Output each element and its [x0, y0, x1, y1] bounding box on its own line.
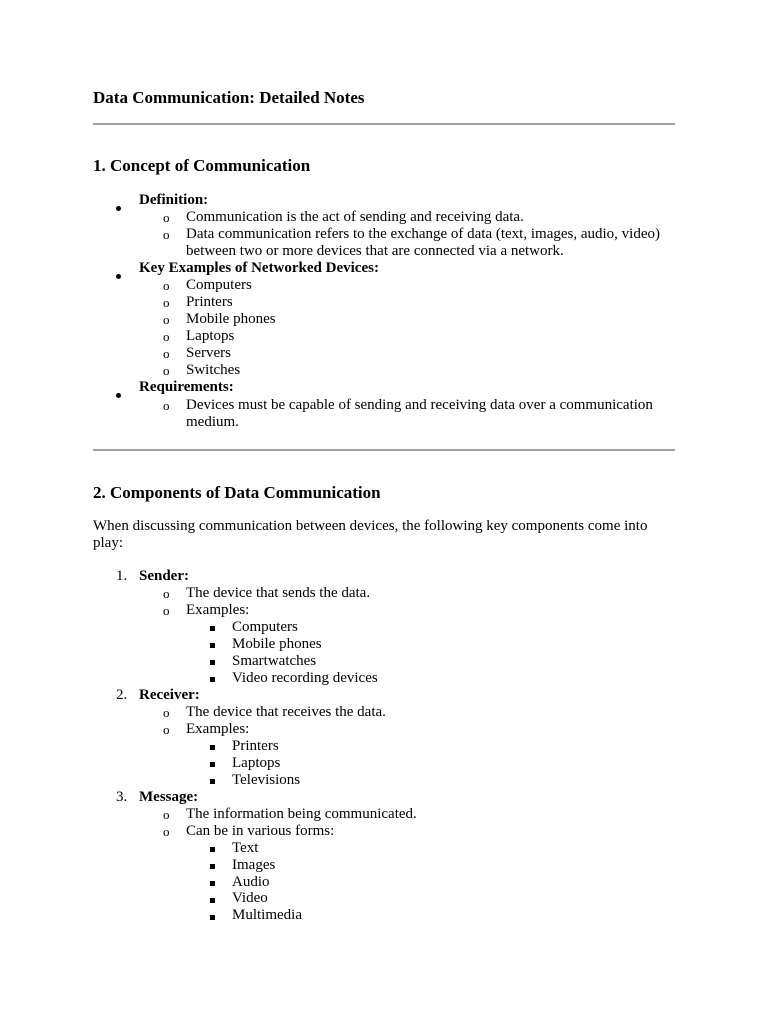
bullet-disc: [116, 274, 121, 279]
sub-bullet: o: [163, 329, 170, 344]
message-forms-label: Can be in various forms:: [186, 823, 335, 839]
section-2-intro: When discussing communication between devices, the following key components come into: [93, 518, 648, 534]
receiver-label: Receiver:: [139, 687, 200, 703]
message-form: Images: [232, 857, 276, 873]
sub-bullet: o: [163, 363, 170, 378]
square-bullet: [210, 847, 215, 852]
square-bullet: [210, 626, 215, 631]
square-bullet: [210, 864, 215, 869]
example-item: Servers: [186, 345, 231, 361]
section-2-heading: 2. Components of Data Communication: [93, 483, 381, 502]
sender-desc: The device that sends the data.: [186, 585, 371, 601]
square-bullet: [210, 745, 215, 750]
sender-label: Sender:: [139, 568, 189, 584]
sub-bullet: o: [163, 705, 170, 720]
list-number: 2.: [116, 687, 128, 703]
section-2-intro-continued: play:: [93, 535, 123, 551]
sub-bullet: o: [163, 278, 170, 293]
message-label: Message:: [139, 789, 199, 805]
square-bullet: [210, 915, 215, 920]
divider-2: [93, 449, 675, 451]
square-bullet: [210, 643, 215, 648]
list-number: 3.: [116, 789, 128, 805]
sub-bullet: o: [163, 807, 170, 822]
sub-bullet: o: [163, 824, 170, 839]
receiver-example: Televisions: [232, 772, 301, 788]
square-bullet: [210, 779, 215, 784]
section-1-heading: 1. Concept of Communication: [93, 156, 311, 175]
definition-item-continued: between two or more devices that are connected via a network.: [186, 243, 564, 259]
sub-bullet: o: [163, 295, 170, 310]
sub-bullet: o: [163, 603, 170, 618]
sender-example: Mobile phones: [232, 636, 322, 652]
sub-bullet: o: [163, 210, 170, 225]
sub-bullet: o: [163, 312, 170, 327]
square-bullet: [210, 881, 215, 886]
bullet-disc: [116, 206, 121, 211]
message-form: Multimedia: [232, 907, 302, 923]
sender-example: Video recording devices: [232, 670, 378, 686]
message-form: Text: [232, 840, 259, 856]
definition-item: Data communication refers to the exchange of data (text, images, audio, video): [186, 226, 660, 242]
receiver-example: Printers: [232, 738, 279, 754]
receiver-desc: The device that receives the data.: [186, 704, 386, 720]
message-form: Audio: [232, 874, 270, 890]
sender-examples-label: Examples:: [186, 602, 250, 618]
bullet-disc: [116, 393, 121, 398]
sender-example: Smartwatches: [232, 653, 317, 669]
receiver-examples-label: Examples:: [186, 721, 250, 737]
message-desc: The information being communicated.: [186, 806, 417, 822]
message-form: Video: [232, 890, 268, 906]
divider-1: [93, 123, 675, 125]
example-item: Mobile phones: [186, 311, 276, 327]
square-bullet: [210, 898, 215, 903]
definition-label: Definition:: [139, 192, 209, 208]
sub-bullet: o: [163, 346, 170, 361]
sub-bullet: o: [163, 722, 170, 737]
receiver-example: Laptops: [232, 755, 281, 771]
sub-bullet: o: [163, 398, 170, 413]
list-number: 1.: [116, 568, 128, 584]
requirements-label: Requirements:: [139, 379, 234, 395]
document-title: Data Communication: Detailed Notes: [93, 88, 365, 107]
example-item: Computers: [186, 277, 252, 293]
sub-bullet: o: [163, 227, 170, 242]
example-item: Laptops: [186, 328, 235, 344]
square-bullet: [210, 762, 215, 767]
example-item: Switches: [186, 362, 241, 378]
example-item: Printers: [186, 294, 233, 310]
square-bullet: [210, 660, 215, 665]
definition-item: Communication is the act of sending and receiving data.: [186, 209, 524, 225]
sub-bullet: o: [163, 586, 170, 601]
examples-label: Key Examples of Networked Devices:: [139, 260, 379, 276]
requirement-item: Devices must be capable of sending and receiving data over a communication: [186, 397, 653, 413]
requirement-item-continued: medium.: [186, 414, 239, 430]
sender-example: Computers: [232, 619, 298, 635]
square-bullet: [210, 677, 215, 682]
